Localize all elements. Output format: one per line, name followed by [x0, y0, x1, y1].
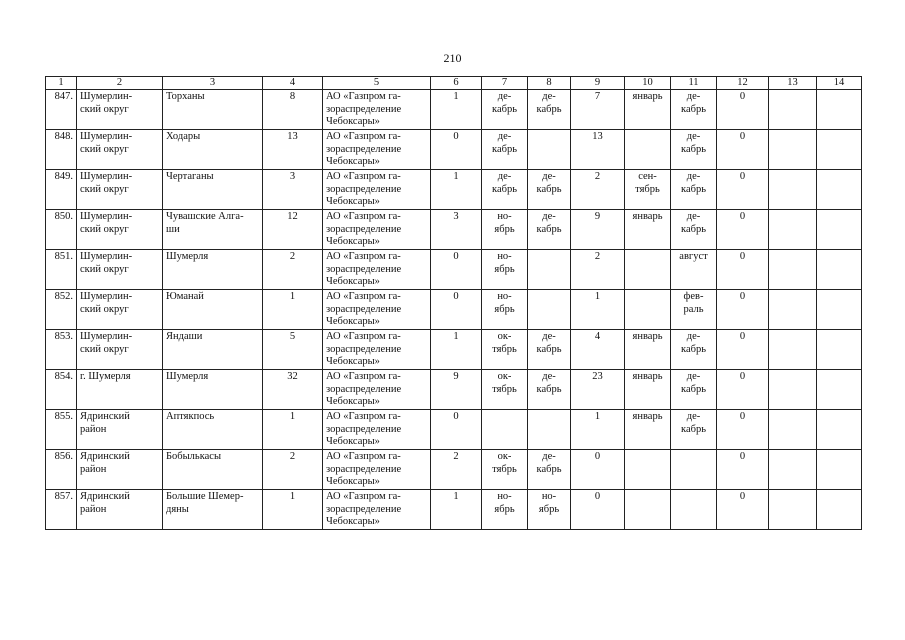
col4-value-cell: 1: [263, 290, 323, 330]
table-body: [46, 77, 862, 530]
row-number-cell: 852.: [46, 290, 77, 330]
col11-month-cell: де- кабрь: [671, 130, 717, 170]
col9-value-cell: 23: [571, 370, 625, 410]
row-number-cell: 847.: [46, 90, 77, 130]
settlement-cell: Аптякпось: [163, 410, 263, 450]
col11-month-cell: де- кабрь: [671, 410, 717, 450]
col11-month-cell: де- кабрь: [671, 170, 717, 210]
row-number-cell: 850.: [46, 210, 77, 250]
col12-value-cell: 0: [717, 90, 769, 130]
header-row: [46, 77, 862, 90]
col14-cell: [817, 330, 862, 370]
header-cell: 1: [46, 77, 77, 90]
col8-month-cell: де- кабрь: [528, 370, 571, 410]
table-row: [46, 290, 862, 330]
col12-value-cell: 0: [717, 450, 769, 490]
district-cell: Шумерлин- ский округ: [77, 330, 163, 370]
col12-value-cell: 0: [717, 330, 769, 370]
col12-value-cell: 0: [717, 490, 769, 530]
col14-cell: [817, 90, 862, 130]
col4-value-cell: 2: [263, 450, 323, 490]
col13-cell: [769, 250, 817, 290]
row-number-cell: 854.: [46, 370, 77, 410]
col13-cell: [769, 330, 817, 370]
row-number-cell: 848.: [46, 130, 77, 170]
col6-value-cell: 0: [431, 410, 482, 450]
district-cell: Шумерлин- ский округ: [77, 210, 163, 250]
organization-cell: АО «Газпром га- зораспределение Чебоксары»: [323, 210, 431, 250]
col8-month-cell: [528, 130, 571, 170]
col9-value-cell: 2: [571, 250, 625, 290]
col12-value-cell: 0: [717, 210, 769, 250]
col13-cell: [769, 130, 817, 170]
district-cell: Шумерлин- ский округ: [77, 130, 163, 170]
row-number-cell: 853.: [46, 330, 77, 370]
col14-cell: [817, 290, 862, 330]
col14-cell: [817, 170, 862, 210]
table-row: [46, 90, 862, 130]
organization-cell: АО «Газпром га- зораспределение Чебоксары»: [323, 250, 431, 290]
table-row: [46, 130, 862, 170]
col8-month-cell: но- ябрь: [528, 490, 571, 530]
col6-value-cell: 1: [431, 490, 482, 530]
col6-value-cell: 1: [431, 170, 482, 210]
settlement-cell: Торханы: [163, 90, 263, 130]
col13-cell: [769, 490, 817, 530]
col4-value-cell: 3: [263, 170, 323, 210]
col8-month-cell: де- кабрь: [528, 90, 571, 130]
organization-cell: АО «Газпром га- зораспределение Чебоксары»: [323, 130, 431, 170]
col10-month-cell: сен- тябрь: [625, 170, 671, 210]
settlement-cell: Большие Шемер- дяны: [163, 490, 263, 530]
col14-cell: [817, 450, 862, 490]
table-row: [46, 210, 862, 250]
header-cell: 13: [769, 77, 817, 90]
col6-value-cell: 3: [431, 210, 482, 250]
table-row: [46, 450, 862, 490]
col14-cell: [817, 250, 862, 290]
settlement-cell: Шумерля: [163, 250, 263, 290]
col10-month-cell: январь: [625, 370, 671, 410]
organization-cell: АО «Газпром га- зораспределение Чебоксары»: [323, 290, 431, 330]
table-row: [46, 490, 862, 530]
organization-cell: АО «Газпром га- зораспределение Чебоксары»: [323, 330, 431, 370]
settlement-cell: Шумерля: [163, 370, 263, 410]
col13-cell: [769, 410, 817, 450]
col7-month-cell: но- ябрь: [482, 490, 528, 530]
col6-value-cell: 1: [431, 330, 482, 370]
col4-value-cell: 5: [263, 330, 323, 370]
organization-cell: АО «Газпром га- зораспределение Чебоксары»: [323, 490, 431, 530]
col12-value-cell: 0: [717, 250, 769, 290]
organization-cell: АО «Газпром га- зораспределение Чебоксары»: [323, 170, 431, 210]
col9-value-cell: 7: [571, 90, 625, 130]
page-number: 210: [443, 51, 462, 65]
col8-month-cell: де- кабрь: [528, 330, 571, 370]
col12-value-cell: 0: [717, 410, 769, 450]
col10-month-cell: [625, 290, 671, 330]
district-cell: г. Шумерля: [77, 370, 163, 410]
col8-month-cell: де- кабрь: [528, 170, 571, 210]
col7-month-cell: ок- тябрь: [482, 450, 528, 490]
header-cell: 14: [817, 77, 862, 90]
district-cell: Шумерлин- ский округ: [77, 250, 163, 290]
header-cell: 10: [625, 77, 671, 90]
col7-month-cell: [482, 410, 528, 450]
col7-month-cell: ок- тябрь: [482, 370, 528, 410]
row-number-cell: 857.: [46, 490, 77, 530]
col7-month-cell: ок- тябрь: [482, 330, 528, 370]
col7-month-cell: де- кабрь: [482, 170, 528, 210]
col14-cell: [817, 210, 862, 250]
col9-value-cell: 2: [571, 170, 625, 210]
col11-month-cell: де- кабрь: [671, 370, 717, 410]
col13-cell: [769, 210, 817, 250]
header-cell: 8: [528, 77, 571, 90]
row-number-cell: 849.: [46, 170, 77, 210]
col13-cell: [769, 450, 817, 490]
col10-month-cell: [625, 250, 671, 290]
col13-cell: [769, 370, 817, 410]
col9-value-cell: 9: [571, 210, 625, 250]
organization-cell: АО «Газпром га- зораспределение Чебоксары»: [323, 410, 431, 450]
col12-value-cell: 0: [717, 370, 769, 410]
col4-value-cell: 1: [263, 410, 323, 450]
col10-month-cell: январь: [625, 330, 671, 370]
col10-month-cell: январь: [625, 410, 671, 450]
header-cell: 2: [77, 77, 163, 90]
col11-month-cell: август: [671, 250, 717, 290]
col8-month-cell: [528, 410, 571, 450]
col4-value-cell: 8: [263, 90, 323, 130]
district-cell: Шумерлин- ский округ: [77, 90, 163, 130]
col10-month-cell: [625, 130, 671, 170]
col6-value-cell: 2: [431, 450, 482, 490]
header-cell: 4: [263, 77, 323, 90]
row-number-cell: 851.: [46, 250, 77, 290]
col11-month-cell: де- кабрь: [671, 90, 717, 130]
table-row: [46, 410, 862, 450]
header-cell: 11: [671, 77, 717, 90]
col11-month-cell: де- кабрь: [671, 330, 717, 370]
col10-month-cell: [625, 450, 671, 490]
col7-month-cell: но- ябрь: [482, 210, 528, 250]
col14-cell: [817, 370, 862, 410]
district-cell: Ядринский район: [77, 450, 163, 490]
table-row: [46, 330, 862, 370]
header-cell: 3: [163, 77, 263, 90]
col8-month-cell: де- кабрь: [528, 210, 571, 250]
col7-month-cell: де- кабрь: [482, 90, 528, 130]
header-cell: 5: [323, 77, 431, 90]
table-row: [46, 170, 862, 210]
col7-month-cell: де- кабрь: [482, 130, 528, 170]
col6-value-cell: 9: [431, 370, 482, 410]
settlement-cell: Ходары: [163, 130, 263, 170]
col10-month-cell: [625, 490, 671, 530]
col6-value-cell: 1: [431, 90, 482, 130]
col6-value-cell: 0: [431, 250, 482, 290]
col12-value-cell: 0: [717, 130, 769, 170]
col9-value-cell: 1: [571, 290, 625, 330]
col4-value-cell: 12: [263, 210, 323, 250]
col9-value-cell: 1: [571, 410, 625, 450]
district-cell: Ядринский район: [77, 410, 163, 450]
header-cell: 7: [482, 77, 528, 90]
header-cell: 12: [717, 77, 769, 90]
settlement-cell: Бобылькасы: [163, 450, 263, 490]
col10-month-cell: январь: [625, 90, 671, 130]
col4-value-cell: 13: [263, 130, 323, 170]
settlement-cell: Чувашские Алга- ши: [163, 210, 263, 250]
col7-month-cell: но- ябрь: [482, 290, 528, 330]
col11-month-cell: фев- раль: [671, 290, 717, 330]
row-number-cell: 855.: [46, 410, 77, 450]
col8-month-cell: де- кабрь: [528, 450, 571, 490]
district-cell: Шумерлин- ский округ: [77, 290, 163, 330]
col6-value-cell: 0: [431, 290, 482, 330]
settlement-cell: Чертаганы: [163, 170, 263, 210]
col11-month-cell: [671, 490, 717, 530]
col9-value-cell: 0: [571, 450, 625, 490]
header-cell: 9: [571, 77, 625, 90]
organization-cell: АО «Газпром га- зораспределение Чебоксары»: [323, 90, 431, 130]
col14-cell: [817, 490, 862, 530]
col13-cell: [769, 290, 817, 330]
organization-cell: АО «Газпром га- зораспределение Чебоксары»: [323, 450, 431, 490]
col10-month-cell: январь: [625, 210, 671, 250]
col9-value-cell: 4: [571, 330, 625, 370]
col14-cell: [817, 130, 862, 170]
col6-value-cell: 0: [431, 130, 482, 170]
data-table: [45, 76, 862, 530]
header-cell: 6: [431, 77, 482, 90]
col11-month-cell: де- кабрь: [671, 210, 717, 250]
col9-value-cell: 0: [571, 490, 625, 530]
col4-value-cell: 32: [263, 370, 323, 410]
row-number-cell: 856.: [46, 450, 77, 490]
col8-month-cell: [528, 250, 571, 290]
table-row: [46, 250, 862, 290]
col9-value-cell: 13: [571, 130, 625, 170]
organization-cell: АО «Газпром га- зораспределение Чебоксары»: [323, 370, 431, 410]
col11-month-cell: [671, 450, 717, 490]
col12-value-cell: 0: [717, 170, 769, 210]
table-row: [46, 370, 862, 410]
col12-value-cell: 0: [717, 290, 769, 330]
col13-cell: [769, 90, 817, 130]
col13-cell: [769, 170, 817, 210]
settlement-cell: Яндаши: [163, 330, 263, 370]
col14-cell: [817, 410, 862, 450]
col4-value-cell: 1: [263, 490, 323, 530]
district-cell: Ядринский район: [77, 490, 163, 530]
district-cell: Шумерлин- ский округ: [77, 170, 163, 210]
col4-value-cell: 2: [263, 250, 323, 290]
col7-month-cell: но- ябрь: [482, 250, 528, 290]
settlement-cell: Юманай: [163, 290, 263, 330]
col8-month-cell: [528, 290, 571, 330]
